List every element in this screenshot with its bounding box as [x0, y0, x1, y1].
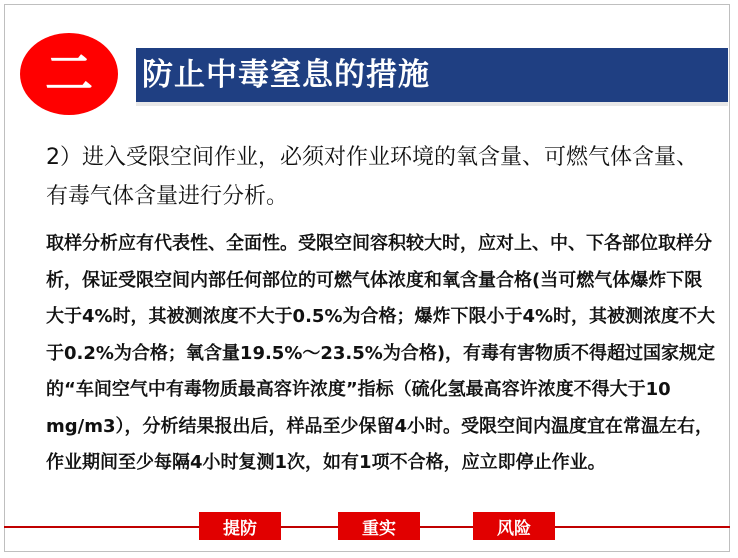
tag-fengxian: 风险 — [473, 512, 555, 540]
tag-zhongshi: 重实 — [338, 512, 420, 540]
section-number-badge — [20, 33, 118, 115]
body-paragraph: 取样分析应有代表性、全面性。受限空间容积较大时，应对上、中、下各部位取样分析，保证受限空间内部任何部位的可燃气体浓度和氧含量合格(当可燃气体爆炸下限大于4%时，其被测浓度不大于0.5%为合格；爆炸下限小于4%时，其被测浓度不大于0.2%为合格；氧含量19.5%～23.5%为合格)，有毒有害物质不得超过国家规定的“车间空气中有毒物质最高容许浓度”指标（硫化氢最高容许浓度不得大于10 mg/m3），分析结果报出后，样品至少保留4小时。受限空间内温度宜在常温左右，作业期间至少每隔4小时复测1次，如有1项不合格，应立即停止作业。 — [46, 233, 716, 473]
section-number: 二 — [44, 46, 93, 102]
section-heading: 2）进入受限空间作业，必须对作业环境的氧含量、可燃气体含量、有毒气体含量进行分析。 — [46, 145, 698, 209]
slide-title: 防止中毒窒息的措施 — [142, 57, 430, 93]
tag-tifang: 提防 — [199, 512, 281, 540]
title-bar-underline — [136, 102, 728, 106]
